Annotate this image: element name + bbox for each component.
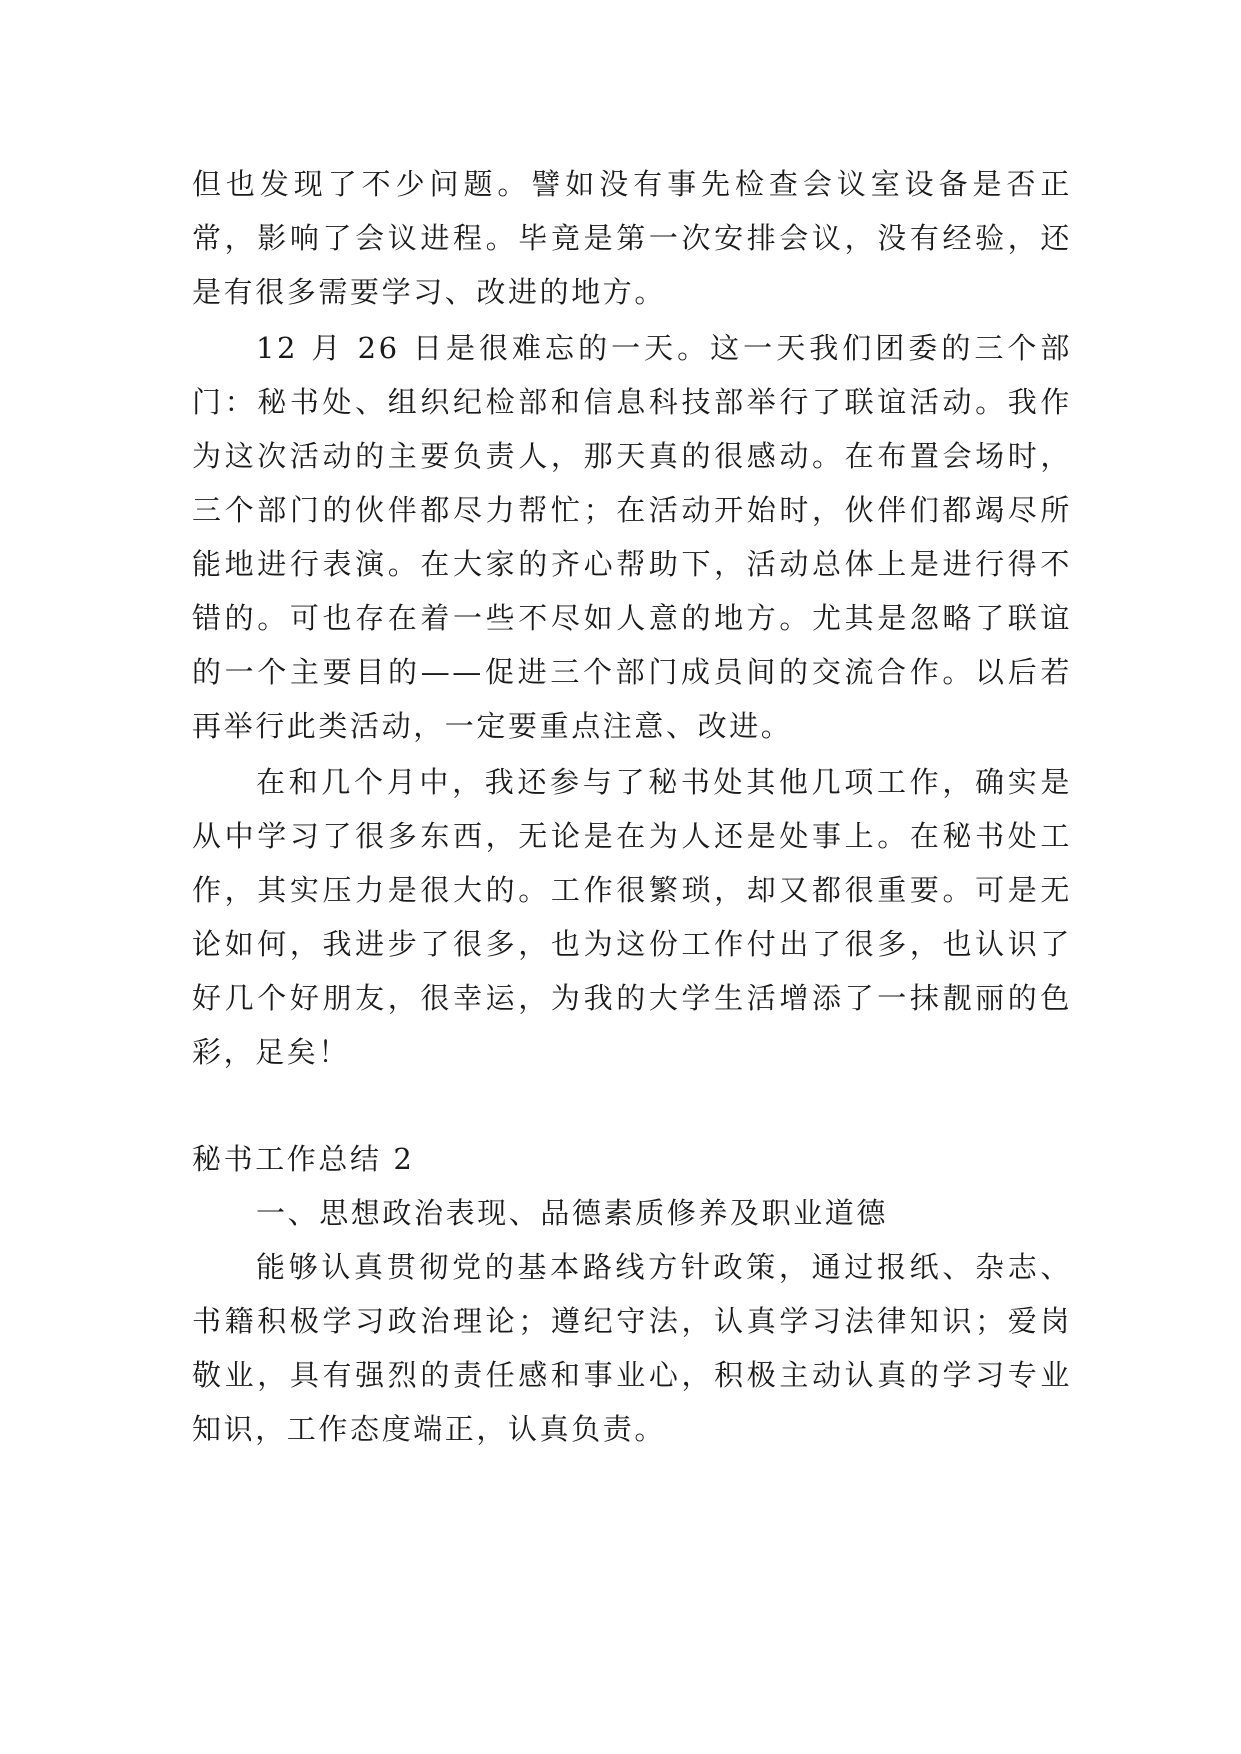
section-title: 秘书工作总结 2: [192, 1142, 415, 1176]
paragraph-other-work: 在和几个月中，我还参与了秘书处其他几项工作，确实是从中学习了很多东西，无论是在为人还是处事上。在秘书处工作，其实压力是很大的。工作很繁琐，却又都很重要。可是无论如何，我进步了很多，也为这份工作付出了很多，也认识了好几个好朋友，很幸运，为我的大学生活增添了一抹靓丽的色彩，足矣！: [192, 765, 1072, 1069]
paragraph-continuation: 但也发现了不少问题。譬如没有事先检查会议室设备是否正常，影响了会议进程。毕竟是第一次安排会议，没有经验，还是有很多需要学习、改进的地方。: [192, 167, 1072, 309]
paragraph-dec-26-event: 12 月 26 日是很难忘的一天。这一天我们团委的三个部门：秘书处、组织纪检部和信息科技部举行了联谊活动。我作为这次活动的主要负责人，那天真的很感动。在布置会场时，三个部门的伙伴都尽力帮忙；在活动开始时，伙伴们都竭尽所能地进行表演。在大家的齐心帮助下，活动总体上是进行得不错的。可也存在着一些不尽如人意的地方。尤其是忽略了联谊的一个主要目的——促进三个部门成员间的交流合作。以后若再举行此类活动，一定要重点注意、改进。: [192, 331, 1072, 743]
section-heading: 一、思想政治表现、品德素质修养及职业道德: [256, 1196, 889, 1230]
section-spacer: [192, 1079, 1072, 1132]
document-body: [192, 157, 1072, 1456]
paragraph-political-performance: 能够认真贯彻党的基本路线方针政策，通过报纸、杂志、书籍积极学习政治理论；遵纪守法，认真学习法律知识；爱岗敬业，具有强烈的责任感和事业心，积极主动认真的学习专业知识，工作态度端正，认真负责。: [192, 1250, 1072, 1446]
